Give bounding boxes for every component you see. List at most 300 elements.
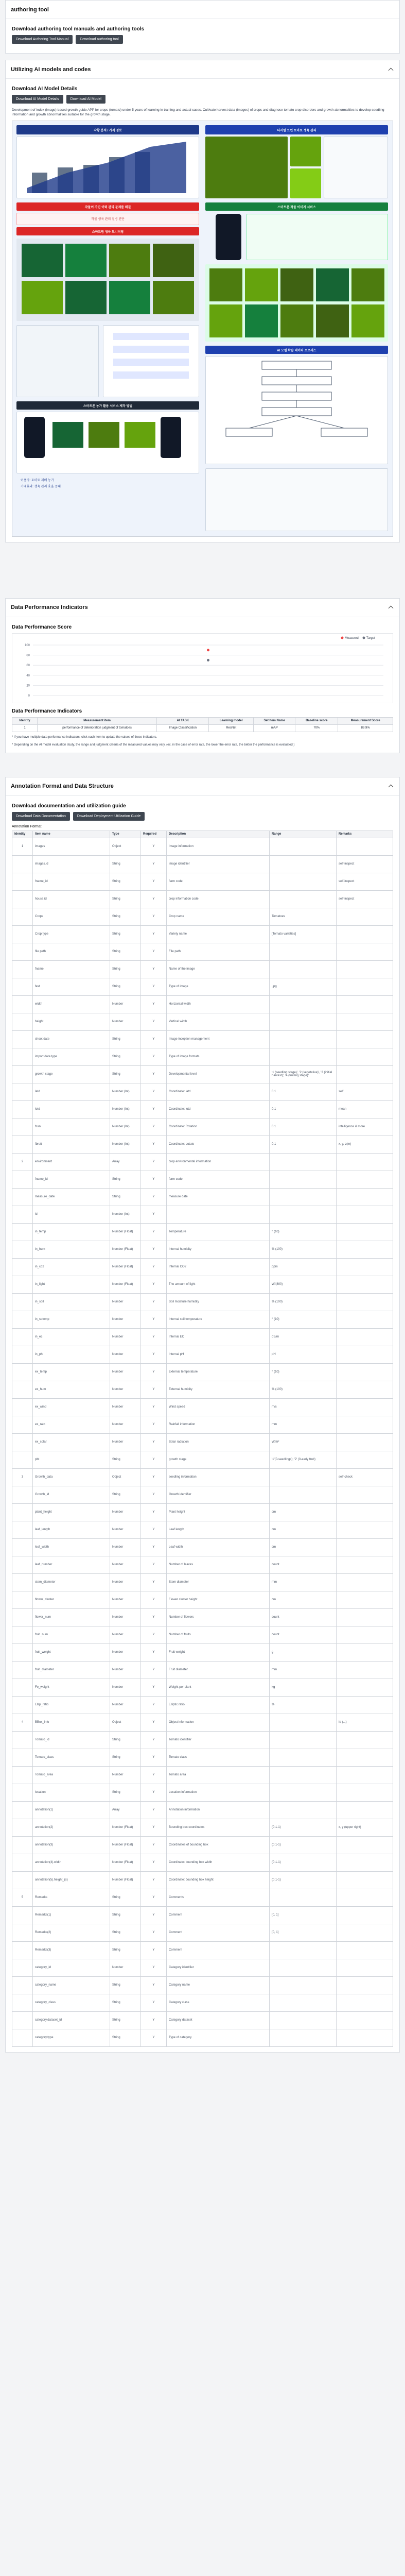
table-cell: ResNet (209, 724, 254, 732)
table-cell: leaf_length (33, 1521, 110, 1538)
performance-section (5, 598, 400, 753)
table-cell (270, 1153, 337, 1171)
table-row[interactable] (12, 1521, 393, 1538)
table-cell: Y (141, 1924, 167, 1941)
table-cell: in_temp (33, 1223, 110, 1241)
table-row[interactable] (12, 1468, 393, 1486)
flow-box (113, 333, 189, 340)
table-cell: ppm (270, 1258, 337, 1276)
data-point-measured[interactable] (207, 649, 209, 651)
table-cell: x, y, z(m) (337, 1136, 393, 1153)
table-cell: Number (110, 1661, 141, 1679)
table-row[interactable] (12, 838, 393, 855)
download-docs-button[interactable]: Download Data Documentation (12, 812, 70, 821)
table-row[interactable] (12, 1906, 393, 1924)
table-cell: Y (141, 943, 167, 960)
table-cell: Number of leaves (167, 1556, 270, 1573)
table-row[interactable] (12, 1784, 393, 1801)
legend-label[interactable]: Measured (345, 636, 359, 640)
table-cell: Remarks(1) (33, 1906, 110, 1924)
table-row[interactable] (12, 1293, 393, 1311)
table-row[interactable] (12, 978, 393, 995)
table-cell (12, 1959, 33, 1976)
table-row[interactable] (12, 1749, 393, 1766)
table-cell (337, 1696, 393, 1714)
table-cell (12, 1643, 33, 1661)
table-cell: width (33, 995, 110, 1013)
table-cell: Y (141, 1959, 167, 1976)
table-cell: in_soil (33, 1293, 110, 1311)
table-cell: seedling information (167, 1468, 270, 1486)
table-cell: farm code (167, 1171, 270, 1188)
table-cell (270, 1766, 337, 1784)
section-title: authoring tool (11, 6, 49, 13)
table-cell: Y (141, 1013, 167, 1030)
table-cell (12, 1083, 33, 1100)
table-row[interactable] (12, 1258, 393, 1276)
table-cell: Y (141, 1100, 167, 1118)
table-cell: Elliptic ratio (167, 1696, 270, 1714)
table-cell: Developmental level (167, 1065, 270, 1083)
table-cell: Array (110, 1801, 141, 1819)
table-cell: stem_diameter (33, 1573, 110, 1591)
table-cell: Number (110, 1293, 141, 1311)
table-row[interactable] (12, 1013, 393, 1030)
table-cell: Category identifier (167, 1959, 270, 1976)
table-row[interactable] (12, 2029, 393, 2046)
table-cell: Growth_id (33, 1486, 110, 1503)
poster-phones-svg (16, 412, 199, 473)
table-cell: Number (Int) (110, 1206, 141, 1223)
poster-dark-banner-text: 스마트폰 농가 활용 서비스 제작 방법 (83, 404, 133, 408)
table-row[interactable] (12, 1276, 393, 1293)
table-cell (270, 1959, 337, 1976)
table-cell: Weight per plant (167, 1679, 270, 1696)
table-cell: Number (Float) (110, 1223, 141, 1241)
table-cell: Y (141, 890, 167, 908)
poster-flowchart-svg (205, 356, 388, 464)
table-row[interactable] (12, 724, 393, 732)
table-cell: Category class (167, 1994, 270, 2011)
table-row[interactable] (12, 1188, 393, 1206)
download-ai-model-button[interactable]: Download AI Model (66, 95, 105, 104)
table-row[interactable] (12, 1065, 393, 1083)
table-cell: String (110, 1451, 141, 1468)
table-row[interactable] (12, 1994, 393, 2011)
table-cell: Type of image formats (167, 1048, 270, 1065)
table-row[interactable] (12, 1241, 393, 1258)
poster-grid-tile (280, 304, 313, 337)
column-header: Type (110, 831, 141, 838)
table-cell (337, 1784, 393, 1801)
table-cell: pH (270, 1346, 337, 1363)
table-cell: cm (270, 1503, 337, 1521)
table-cell: ° (10) (270, 1223, 337, 1241)
table-row[interactable] (12, 1398, 393, 1416)
table-row[interactable] (12, 1048, 393, 1065)
table-row[interactable] (12, 925, 393, 943)
table-cell: Image inception management (167, 1030, 270, 1048)
table-row[interactable] (12, 1976, 393, 1994)
poster-banner-left-text: 작황 분석 / 가격 정보 (94, 129, 122, 132)
table-cell: Y (141, 1381, 167, 1398)
table-cell: category_name (33, 1976, 110, 1994)
table-cell: fruit_diameter (33, 1661, 110, 1679)
flow-box (321, 428, 367, 436)
table-cell: % (100) (270, 1293, 337, 1311)
table-cell (12, 1941, 33, 1959)
ai-model-poster-image (12, 121, 393, 537)
table-cell: kg (270, 1679, 337, 1696)
table-row[interactable] (12, 1819, 393, 1836)
table-cell: Y (141, 1714, 167, 1731)
ai-models-header[interactable] (6, 60, 399, 79)
table-cell: Y (141, 1416, 167, 1433)
column-header: AI TASK (157, 717, 209, 724)
table-row[interactable] (12, 943, 393, 960)
table-cell (12, 1556, 33, 1573)
table-row[interactable] (12, 1854, 393, 1871)
table-cell (337, 1311, 393, 1328)
table-cell: cm (270, 1521, 337, 1538)
table-row[interactable] (12, 995, 393, 1013)
table-cell (337, 960, 393, 978)
table-cell (337, 1976, 393, 1994)
table-cell (337, 1924, 393, 1941)
table-row[interactable] (12, 2011, 393, 2029)
table-row[interactable] (12, 1328, 393, 1346)
table-cell: Comment (167, 1906, 270, 1924)
table-row[interactable] (12, 1801, 393, 1819)
table-cell: Y (141, 1136, 167, 1153)
table-row[interactable] (12, 1696, 393, 1714)
table-cell: Y (141, 1608, 167, 1626)
annotation-format-label: Annotation Format (12, 824, 42, 828)
table-cell: String (110, 1171, 141, 1188)
table-row[interactable] (12, 1679, 393, 1696)
column-header: Identity (12, 717, 38, 724)
table-cell: category.type (33, 2029, 110, 2046)
table-row[interactable] (12, 1924, 393, 1941)
table-cell: File path (167, 943, 270, 960)
table-cell (270, 1749, 337, 1766)
table-row[interactable] (12, 1083, 393, 1100)
table-cell: Number (110, 1311, 141, 1328)
authoring-tool-header[interactable] (6, 1, 399, 19)
table-cell: String (110, 1749, 141, 1766)
table-row[interactable] (12, 1626, 393, 1643)
table-cell: Number (110, 1608, 141, 1626)
ai-description: Development of index (image)-based growth guide APP for crops (tomato) under 5 years of learning in training and actual cases. Cultivate harvest data (images) of crops and diagnose tomato crop disorders and growth abnormalities to develop seedling information and growth abnormalities suitable for the growth stage. (12, 108, 384, 117)
table-cell (337, 1766, 393, 1784)
table-cell (337, 1171, 393, 1188)
table-cell (12, 1416, 33, 1433)
poster-leaf-photo (290, 168, 321, 198)
table-row[interactable] (12, 1223, 393, 1241)
table-cell (12, 890, 33, 908)
table-cell: Y (141, 1994, 167, 2011)
table-row[interactable] (12, 1381, 393, 1398)
table-cell (337, 978, 393, 995)
table-row[interactable] (12, 1714, 393, 1731)
table-cell: Y (141, 1468, 167, 1486)
table-row[interactable] (12, 1486, 393, 1503)
table-cell: self-check (337, 1468, 393, 1486)
table-cell (270, 1468, 337, 1486)
table-cell: (0.1-1) (270, 1854, 337, 1871)
table-cell: Number (110, 1626, 141, 1643)
table-cell: String (110, 1030, 141, 1048)
poster-plant-photo (205, 137, 288, 198)
table-row[interactable] (12, 1136, 393, 1153)
table-cell: Number of flowers (167, 1608, 270, 1626)
table-cell: 4 (12, 1714, 33, 1731)
table-cell (270, 943, 337, 960)
table-cell: Y (141, 1696, 167, 1714)
table-row[interactable] (12, 1731, 393, 1749)
chevron-up-icon[interactable] (388, 783, 394, 789)
table-cell (337, 1573, 393, 1591)
table-row[interactable] (12, 1311, 393, 1328)
table-cell: Growth_data (33, 1468, 110, 1486)
table-cell: plant_height (33, 1503, 110, 1521)
table-cell: Y (141, 1819, 167, 1836)
table-cell: Y (141, 1451, 167, 1468)
table-cell: file path (33, 943, 110, 960)
table-cell (12, 908, 33, 925)
table-cell: Y (141, 1223, 167, 1241)
table-cell: ° (10) (270, 1311, 337, 1328)
download-guide-button[interactable]: Download Deployment Utilization Guide (73, 812, 145, 821)
table-cell: Y (141, 1521, 167, 1538)
table-cell (12, 1784, 33, 1801)
table-cell (337, 1801, 393, 1819)
table-row[interactable] (12, 1363, 393, 1381)
table-cell (337, 2011, 393, 2029)
table-row[interactable] (12, 1556, 393, 1573)
table-cell: Number (Int) (110, 1100, 141, 1118)
table-cell (337, 1854, 393, 1871)
perf-table-title: Data Performance Indicators (12, 708, 82, 714)
table-cell: images (33, 838, 110, 855)
table-cell: 2 (12, 1153, 33, 1171)
table-row[interactable] (12, 1416, 393, 1433)
table-row[interactable] (12, 1836, 393, 1854)
table-row[interactable] (12, 1346, 393, 1363)
poster-grid-tile (351, 304, 384, 337)
data-point-target[interactable] (207, 659, 209, 662)
table-cell: g (270, 1643, 337, 1661)
download-manual-button[interactable]: Download Authoring Tool Manual (12, 35, 73, 44)
table-row[interactable] (12, 1661, 393, 1679)
table-cell: Y (141, 1083, 167, 1100)
legend-marker (363, 636, 365, 639)
table-cell (270, 995, 337, 1013)
table-cell: Category dataset (167, 2011, 270, 2029)
table-cell: Internal soil temperature (167, 1311, 270, 1328)
table-cell: mAP (254, 724, 295, 732)
table-row[interactable] (12, 960, 393, 978)
poster-app-mock (16, 325, 99, 397)
table-row[interactable] (12, 1608, 393, 1626)
table-row[interactable] (12, 1643, 393, 1661)
table-cell: Tomato class (167, 1749, 270, 1766)
table-cell: String (110, 890, 141, 908)
table-cell: Soil moisture humidity (167, 1293, 270, 1311)
table-row[interactable] (12, 1118, 393, 1136)
column-header: Description (167, 831, 270, 838)
table-cell: Internal EC (167, 1328, 270, 1346)
poster-red-banner-text: 작물이 가진 이력 관리 문제를 해결 (84, 206, 131, 209)
poster-grid-tile (245, 268, 278, 301)
table-cell: Y (141, 1556, 167, 1573)
table-row[interactable] (12, 1941, 393, 1959)
poster-blue-banner-text: AI 모델 학습 데이터 프로세스 (277, 349, 316, 352)
download-ai-details-button[interactable]: Download AI Model Details (12, 95, 63, 104)
table-cell: crop information code (167, 890, 270, 908)
table-cell: Y (141, 2029, 167, 2046)
table-cell: Coordinates of bounding box (167, 1836, 270, 1854)
table-cell: Y (141, 838, 167, 855)
table-cell: Y (141, 1906, 167, 1924)
table-cell: % (100) (270, 1241, 337, 1258)
table-cell (337, 1328, 393, 1346)
chevron-up-icon[interactable] (388, 604, 394, 611)
table-cell (12, 1801, 33, 1819)
table-cell: Coordinate: Lotate (167, 1136, 270, 1153)
table-cell: [0, 1] (270, 1924, 337, 1941)
table-cell: m/s (270, 1398, 337, 1416)
table-cell (270, 1784, 337, 1801)
table-row[interactable] (12, 1206, 393, 1223)
table-cell: Number (110, 1346, 141, 1363)
table-row[interactable] (12, 1433, 393, 1451)
table-cell: Number (110, 1433, 141, 1451)
table-cell (12, 1451, 33, 1468)
table-row[interactable] (12, 1871, 393, 1889)
poster-grid-tile (125, 422, 155, 448)
table-header-row (12, 717, 393, 724)
table-cell: Number (110, 1696, 141, 1714)
performance-header[interactable] (6, 599, 399, 617)
table-cell: String (110, 925, 141, 943)
chevron-up-icon[interactable] (388, 66, 394, 73)
table-cell: Object (110, 838, 141, 855)
section-title: Utilizing AI models and codes (11, 66, 91, 73)
table-row[interactable] (12, 908, 393, 925)
table-cell (167, 1206, 270, 1223)
download-tool-button[interactable]: Download authoring tool (76, 35, 123, 44)
table-row[interactable] (12, 1171, 393, 1188)
table-cell: Y (141, 1030, 167, 1048)
table-row[interactable] (12, 1503, 393, 1521)
poster-grid-tile (316, 268, 349, 301)
table-cell (270, 960, 337, 978)
table-cell: fname_id (33, 1171, 110, 1188)
annotation-header[interactable] (6, 777, 399, 796)
table-row[interactable] (12, 1889, 393, 1906)
table-cell (270, 1030, 337, 1048)
table-cell: ex_temp (33, 1363, 110, 1381)
poster-phone-image (216, 214, 241, 260)
table-cell: Fruit weight (167, 1643, 270, 1661)
poster-grid-tile (22, 281, 63, 314)
poster-info-box (324, 137, 388, 198)
table-cell: self-inspect (337, 873, 393, 890)
table-row[interactable] (12, 873, 393, 890)
table-cell (337, 1626, 393, 1643)
table-cell (337, 1906, 393, 1924)
table-cell: String (110, 1188, 141, 1206)
table-cell: fruit_weight (33, 1643, 110, 1661)
table-cell: count (270, 1556, 337, 1573)
table-cell: Remarks(3) (33, 1941, 110, 1959)
table-cell: Y (141, 1679, 167, 1696)
table-cell: id (33, 1206, 110, 1223)
table-row[interactable] (12, 855, 393, 873)
table-cell: ex_solar (33, 1433, 110, 1451)
table-cell (12, 1241, 33, 1258)
table-cell (12, 1573, 33, 1591)
table-row[interactable] (12, 890, 393, 908)
table-cell (337, 1030, 393, 1048)
flow-box (113, 371, 189, 379)
legend-marker (341, 636, 344, 639)
table-cell: Y (141, 1065, 167, 1083)
table-cell (337, 1416, 393, 1433)
table-cell: Name of the image (167, 960, 270, 978)
column-header: Remarks (337, 831, 393, 838)
table-row[interactable] (12, 1153, 393, 1171)
table-row[interactable] (12, 1959, 393, 1976)
poster-grid-tile (153, 281, 194, 314)
table-cell (337, 1889, 393, 1906)
table-row[interactable] (12, 1591, 393, 1608)
table-cell: String (110, 1784, 141, 1801)
table-cell: Number (Float) (110, 1258, 141, 1276)
table-cell: String (110, 908, 141, 925)
table-row[interactable] (12, 1100, 393, 1118)
table-cell (12, 2029, 33, 2046)
table-cell: Y (141, 1276, 167, 1293)
table-cell: cm (270, 1538, 337, 1556)
poster-grid-tile (65, 281, 107, 314)
table-cell: Number (Float) (110, 1854, 141, 1871)
table-cell: in_ph (33, 1346, 110, 1363)
table-cell: Y (141, 1889, 167, 1906)
table-cell: String (110, 1731, 141, 1749)
table-cell: Number (110, 1381, 141, 1398)
legend-label[interactable]: Target (366, 636, 375, 640)
table-cell: Category name (167, 1976, 270, 1994)
table-cell (12, 1854, 33, 1871)
table-cell (12, 1223, 33, 1241)
table-cell: leaf_width (33, 1538, 110, 1556)
table-cell (270, 1801, 337, 1819)
table-cell: ex_hum (33, 1381, 110, 1398)
table-cell: Y (141, 1766, 167, 1784)
table-row[interactable] (12, 1030, 393, 1048)
table-cell (337, 2029, 393, 2046)
table-row[interactable] (12, 1573, 393, 1591)
table-row[interactable] (12, 1451, 393, 1468)
poster-red-banner-text: 스마트팜 생육 모니터링 (92, 230, 124, 234)
table-cell: Horizontal width (167, 995, 270, 1013)
table-row[interactable] (12, 1538, 393, 1556)
table-cell: Y (141, 1731, 167, 1749)
table-row[interactable] (12, 1766, 393, 1784)
table-cell: Y (141, 1643, 167, 1661)
